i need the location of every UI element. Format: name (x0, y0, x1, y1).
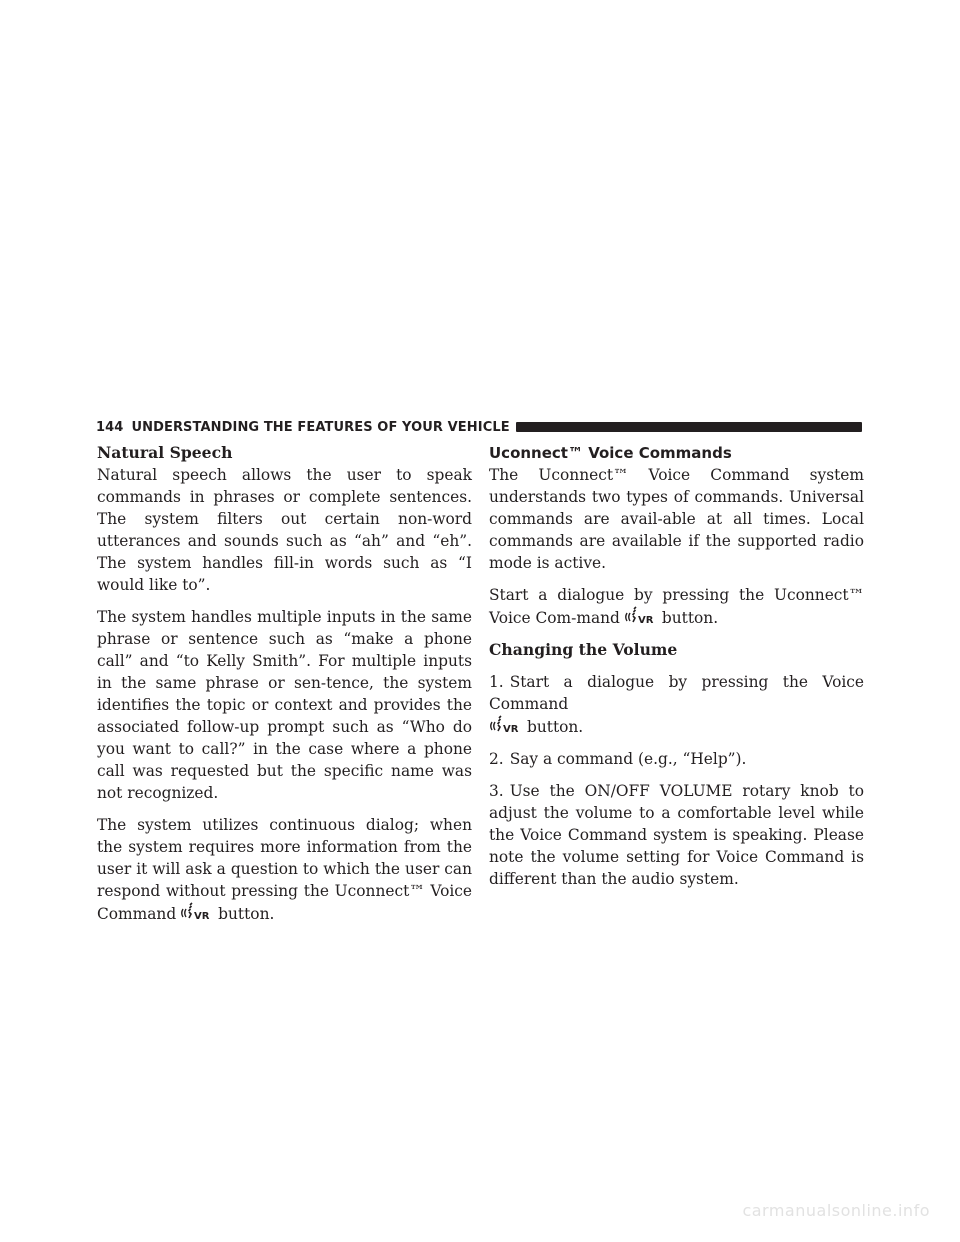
page-number: 144 (96, 419, 124, 435)
vr-label: VR (637, 615, 654, 626)
volume-step-2 (489, 748, 864, 770)
step-number: 1. (489, 673, 504, 691)
section-title: UNDERSTANDING THE FEATURES OF YOUR VEHICLE (131, 419, 510, 435)
paragraph-text: The system utilizes continuous dialog; when the system requires more information from the user it will ask a question to which the user can respond without pressing the Uconnect™ Voice Command (97, 816, 472, 923)
paragraph-text: button. (661, 609, 719, 627)
step-text: Say a command (e.g., “Help”). (509, 750, 747, 768)
page-header (96, 418, 862, 436)
natural-speech-paragraph-2: The system handles multiple inputs in the same phrase or sentence such as “make a phone call” and “to Kelly Smith”. For multiple inputs in the same phrase or sen-tence, the system identifies the topic or context and provides the associated follow-up prompt such as “Who do you want to call?” in the case where a phone call was requested but the specific name was not recognized. (97, 608, 472, 802)
changing-volume-heading: Changing the Volume (489, 640, 678, 659)
natural-speech-paragraph-3 (97, 814, 472, 925)
volume-step-1 (489, 671, 864, 738)
voice-commands-heading: Uconnect™ Voice Commands (489, 444, 732, 462)
voice-command-vr-icon (180, 902, 214, 922)
natural-speech-heading: Natural Speech (97, 443, 233, 462)
natural-speech-paragraph-1: Natural speech allows the user to speak commands in phrases or complete sentences. The system filters out certain non-word utterances and sounds such as “ah” and “eh”. The system handles fill-in words such as “I would like to”. (97, 466, 472, 594)
vr-label: VR (503, 724, 519, 735)
vr-label: VR (194, 911, 210, 922)
step-text: Start a dialogue by pressing the Voice Command (489, 673, 864, 713)
volume-step-3 (489, 780, 864, 890)
header-text (96, 420, 510, 435)
right-column (489, 442, 864, 900)
step-number: 3. (489, 782, 504, 800)
step-number: 2. (489, 750, 504, 768)
voice-commands-paragraph-2 (489, 584, 864, 629)
header-rule (516, 422, 862, 432)
step-text: Use the ON/OFF VOLUME rotary knob to adjust the volume to a comfortable level while the Voice Command system is speaking. Please note the volume setting for Voice Command is different than the audio system. (489, 782, 864, 888)
watermark: carmanualsonline.info (742, 1201, 930, 1220)
voice-command-vr-icon (624, 606, 658, 626)
step-text: button. (527, 718, 584, 736)
left-column (97, 442, 472, 935)
voice-commands-paragraph-1: The Uconnect™ Voice Command system understands two types of commands. Universal commands are avail-able at all times. Local commands are available if the supported radio mode is active. (489, 466, 864, 572)
voice-command-vr-icon (489, 715, 523, 735)
paragraph-text: button. (218, 905, 275, 923)
paragraph-text: Start a dialogue by pressing the Uconnect™ Voice Com-mand (489, 586, 864, 627)
